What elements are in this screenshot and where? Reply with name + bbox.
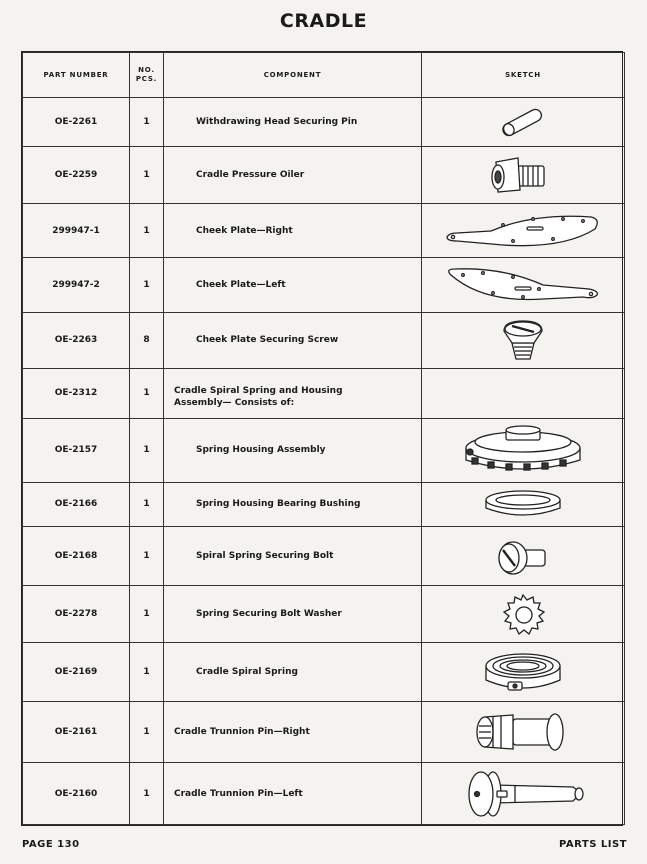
trunnion-pin-left-sketch-icon [453, 769, 593, 819]
part-number-cell: 299947-2 [23, 258, 130, 312]
quantity-cell: 1 [130, 258, 164, 312]
component-cell: Cheek Plate Securing Screw [164, 312, 422, 369]
part-number-cell: 299947-1 [23, 204, 130, 258]
component-cell: Cradle Spiral Spring and Housing Assembly— Consists of: [164, 369, 422, 418]
header-component: COMPONENT [164, 53, 422, 98]
quantity-cell: 1 [130, 527, 164, 586]
sketch-cell [422, 312, 625, 369]
sketch-cell [422, 586, 625, 643]
component-cell: Cheek Plate—Left [164, 258, 422, 312]
cheek-plate-left-sketch-icon [443, 263, 603, 307]
spiral-spring-sketch-icon [478, 648, 568, 696]
quantity-cell: 1 [130, 586, 164, 643]
header-sketch: SKETCH [422, 53, 625, 98]
sketch-cell [422, 642, 625, 701]
sketch-cell [422, 204, 625, 258]
quantity-cell: 1 [130, 482, 164, 527]
sketch-cell [422, 701, 625, 762]
parts-table-frame [21, 51, 623, 826]
part-number-cell: OE-2312 [23, 369, 130, 418]
table-row [23, 701, 625, 762]
sketch-cell [422, 482, 625, 527]
sketch-cell [422, 527, 625, 586]
part-number-cell: OE-2259 [23, 147, 130, 204]
header-no-pcs: NO. PCS. [130, 53, 164, 98]
quantity-cell: 1 [130, 98, 164, 147]
table-row [23, 369, 625, 418]
quantity-cell: 1 [130, 642, 164, 701]
cheek-plate-right-sketch-icon [443, 209, 603, 253]
component-cell: Cradle Trunnion Pin—Right [164, 701, 422, 762]
pin-sketch-icon [493, 102, 553, 142]
part-number-cell: OE-2278 [23, 586, 130, 643]
table-row [23, 586, 625, 643]
component-cell: Spiral Spring Securing Bolt [164, 527, 422, 586]
part-number-cell: OE-2261 [23, 98, 130, 147]
component-cell: Cradle Pressure Oiler [164, 147, 422, 204]
part-number-cell: OE-2160 [23, 763, 130, 825]
quantity-cell: 1 [130, 147, 164, 204]
section-label: PARTS LIST [558, 839, 627, 850]
part-number-cell: OE-2169 [23, 642, 130, 701]
table-row [23, 204, 625, 258]
quantity-cell: 1 [130, 701, 164, 762]
quantity-cell: 8 [130, 312, 164, 369]
page-title: CRADLE [279, 10, 368, 32]
sketch-cell [422, 369, 625, 418]
quantity-cell: 1 [130, 369, 164, 418]
component-cell: Spring Housing Assembly [164, 418, 422, 482]
table-row [23, 258, 625, 312]
spring-housing-sketch-icon [458, 424, 588, 476]
table-row [23, 147, 625, 204]
table-row [23, 312, 625, 369]
table-row [23, 418, 625, 482]
component-cell: Spring Securing Bolt Washer [164, 586, 422, 643]
washer-sketch-icon [498, 591, 548, 637]
table-row [23, 763, 625, 825]
quantity-cell: 1 [130, 763, 164, 825]
oiler-sketch-icon [488, 152, 558, 198]
bushing-sketch-icon [478, 486, 568, 522]
page-number: PAGE 130 [22, 839, 80, 850]
table-row [23, 98, 625, 147]
sketch-cell [422, 147, 625, 204]
quantity-cell: 1 [130, 204, 164, 258]
header-part-number: PART NUMBER [23, 53, 130, 98]
component-cell: Cradle Trunnion Pin—Left [164, 763, 422, 825]
part-number-cell: OE-2161 [23, 701, 130, 762]
table-row [23, 642, 625, 701]
component-cell: Withdrawing Head Securing Pin [164, 98, 422, 147]
parts-table [22, 52, 625, 825]
part-number-cell: OE-2157 [23, 418, 130, 482]
part-number-cell: OE-2263 [23, 312, 130, 369]
part-number-cell: OE-2168 [23, 527, 130, 586]
component-cell: Cheek Plate—Right [164, 204, 422, 258]
component-cell: Cradle Spiral Spring [164, 642, 422, 701]
screw-sketch-icon [498, 317, 548, 363]
part-number-cell: OE-2166 [23, 482, 130, 527]
component-cell: Spring Housing Bearing Bushing [164, 482, 422, 527]
sketch-cell [422, 98, 625, 147]
table-row [23, 527, 625, 586]
sketch-cell [422, 418, 625, 482]
sketch-cell [422, 763, 625, 825]
sketch-cell [422, 258, 625, 312]
table-row [23, 482, 625, 527]
table-header-row [23, 53, 625, 98]
bolt-sketch-icon [493, 532, 553, 580]
trunnion-pin-right-sketch-icon [473, 707, 573, 757]
quantity-cell: 1 [130, 418, 164, 482]
